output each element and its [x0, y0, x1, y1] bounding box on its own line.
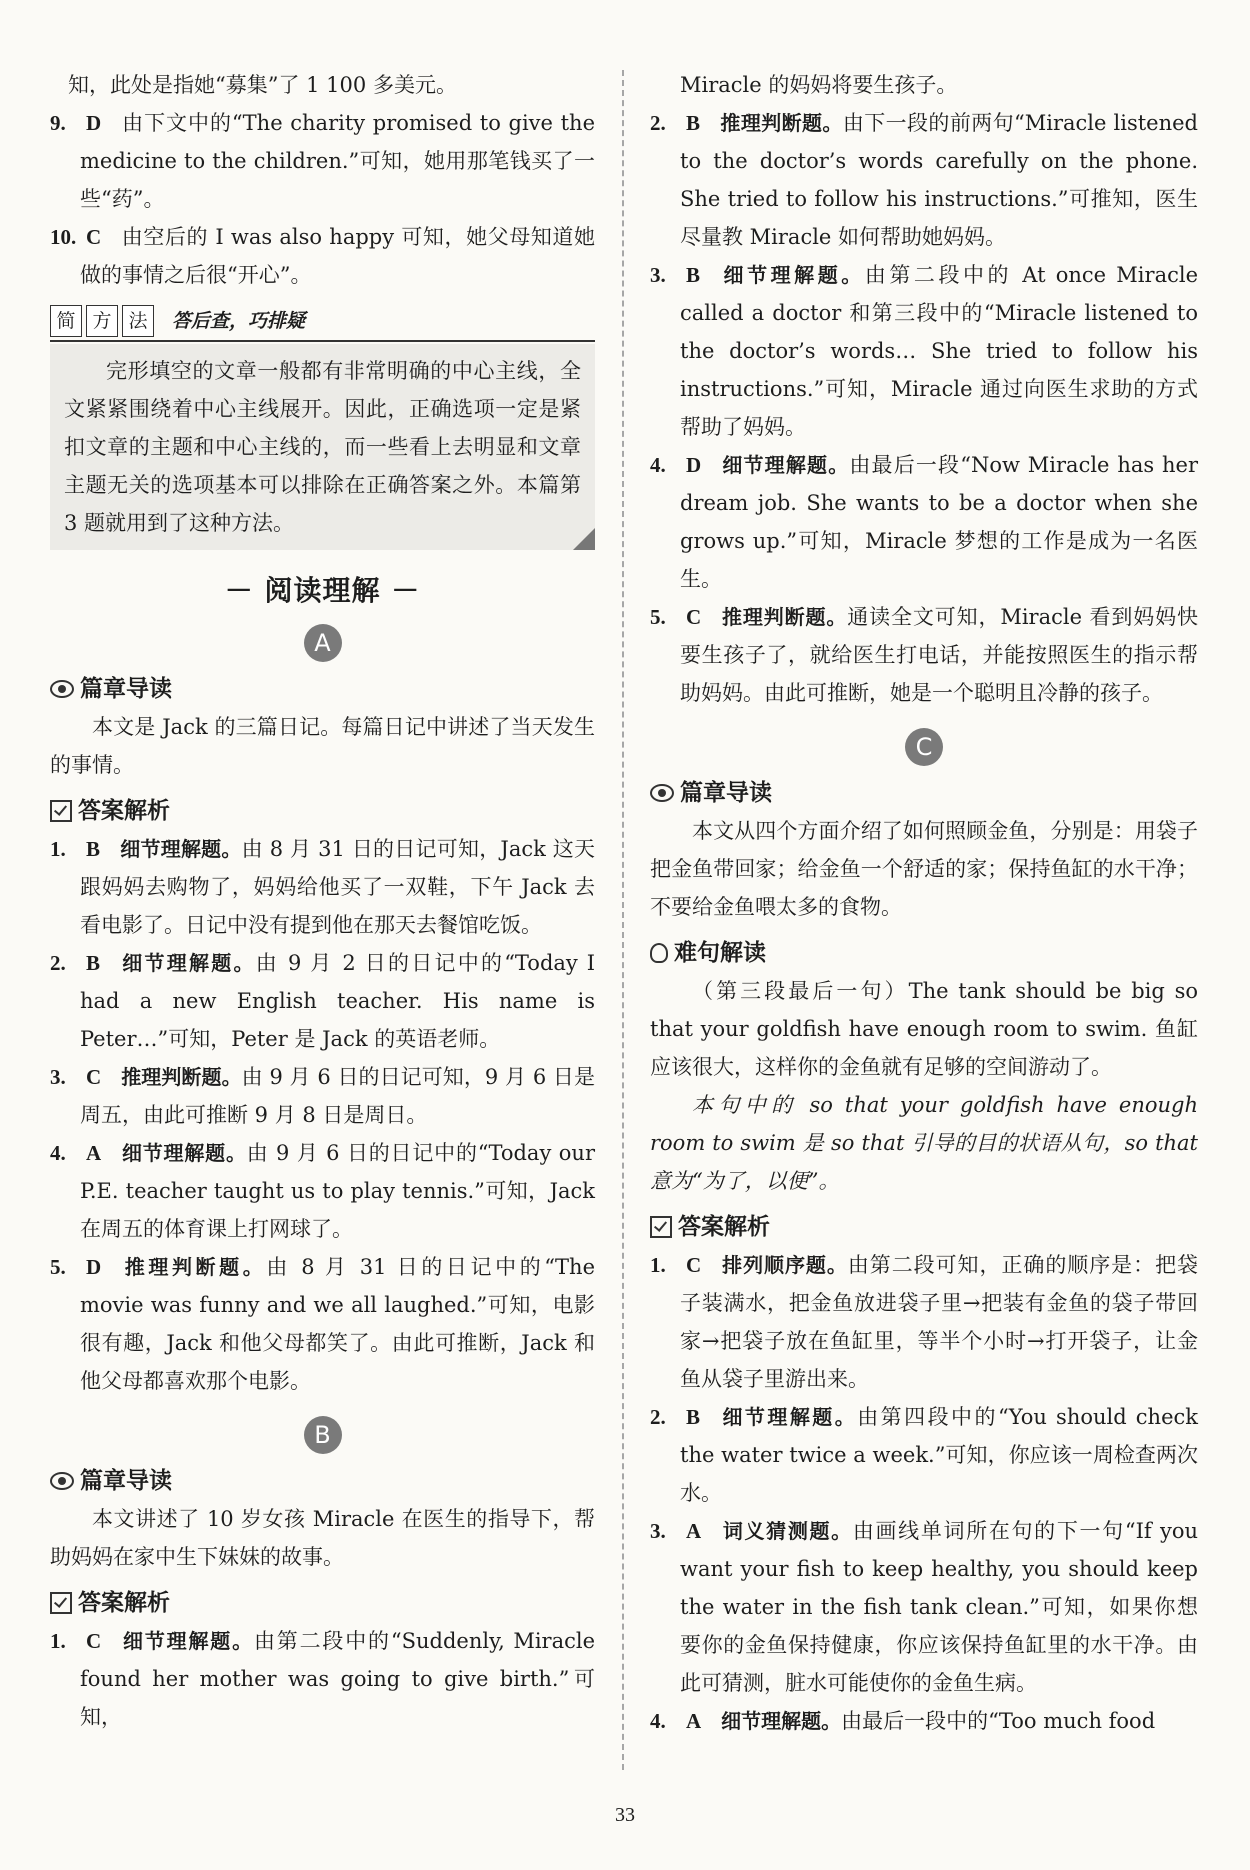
checkbox-icon: [50, 800, 72, 822]
eye-icon: [50, 680, 74, 698]
question-type: 细节理解题。: [120, 951, 256, 975]
answer-item: [650, 1246, 1198, 1398]
item-answer: A: [686, 1709, 702, 1733]
item-number: 3.: [50, 1065, 66, 1089]
method-slogan: 答后查，巧排疑: [172, 310, 306, 332]
part-b-badge: B: [304, 1416, 342, 1454]
item-answer: C: [686, 605, 702, 629]
method-text: 完形填空的文章一般都有非常明确的中心主线，全文紧紧围绕着中心主线展开。因此，正确选项一定是紧扣文章的主题和中心主线的，而一些看上去明显和文章主题无关的选项基本可以排除在正确答案之外。本篇第 3 题就用到了这种方法。: [64, 359, 581, 535]
item-answer: D: [86, 1255, 102, 1279]
guide-text-c: 本文从四个方面介绍了如何照顾金鱼，分别是：用袋子把金鱼带回家；给金鱼一个舒适的家；保持鱼缸的水干净；不要给金鱼喂太多的食物。: [650, 819, 1198, 919]
method-tip-box: [50, 344, 595, 550]
item-number: 4.: [650, 453, 666, 477]
item-text: 由第二段可知，正确的顺序是：把袋子装满水，把金鱼放进袋子里→把装有金鱼的袋子带回家→把袋子放在鱼缸里，等半个小时→打开袋子，让金鱼从袋子里游出来。: [680, 1253, 1199, 1391]
guide-heading-a: [50, 670, 595, 708]
hard-sentence-text: （第三段最后一句）The tank should be big so that your goldfish have enough room to swim. 鱼缸应该很大，这样你的金鱼就有足够的空间游动了。: [650, 979, 1198, 1079]
heading-label: 篇章导读: [80, 1468, 172, 1494]
item-answer: B: [686, 1405, 701, 1429]
heading-label: 答案解析: [78, 1590, 170, 1616]
item-number: 2.: [650, 1405, 666, 1429]
answer-item-9: [50, 104, 595, 218]
question-type: 细节理解题。: [721, 1709, 842, 1733]
guide-heading-b: [50, 1462, 595, 1500]
continuation-line: 知，此处是指她“募集”了 1 100 多美元。: [68, 73, 457, 97]
answers-heading-b: [50, 1584, 595, 1622]
answer-item: [650, 598, 1198, 712]
answer-item: [50, 944, 595, 1058]
answer-item: [50, 1134, 595, 1248]
question-type: 推理判断题。: [121, 1255, 267, 1279]
question-type: 细节理解题。: [720, 1405, 858, 1429]
answer-item: [650, 104, 1198, 256]
hard-sentence-heading: [650, 934, 1198, 972]
question-type: 细节理解题。: [720, 263, 865, 287]
item-number: 10.: [50, 225, 77, 249]
item-text: 由第二段中的 At once Miracle called a doctor 和第三段中的“Miracle listened to the doctor’s words… She tried to follow his instructions.”可知，Miracle 通过向医生求助的方式帮助了妈妈。: [680, 263, 1198, 439]
item-answer: B: [686, 263, 701, 287]
question-type: 细节理解题。: [121, 1141, 247, 1165]
method-char-box: 方: [86, 305, 118, 337]
question-type: 排列顺序题。: [721, 1253, 848, 1277]
hard-sentence-note: 本句中的 so that your goldfish have enough room to swim 是 so that 引导的目的状语从句，so that 意为“为了，以便”。: [650, 1093, 1198, 1193]
item-text: 由画线单词所在句的下一句“If you want your fish to keep healthy, you should keep the water in the fish tank clean.”可知，如果你想要你的金鱼保持健康，你应该保持鱼缸里的水干净。由此可猜测，脏水可能使你的金鱼生病。: [680, 1519, 1199, 1695]
item-answer: B: [86, 837, 101, 861]
method-char-box: 简: [50, 305, 82, 337]
item-answer: C: [86, 1065, 102, 1089]
item-text: 由第二段中的“Suddenly, Miracle found her mother was going to give birth.”可知，: [80, 1629, 596, 1729]
answer-item: [650, 446, 1198, 598]
heading-label: 篇章导读: [680, 780, 772, 806]
question-type: 细节理解题。: [121, 1629, 254, 1653]
item-text: 由最后一段中的“Too much food: [841, 1709, 1156, 1733]
item-number: 5.: [50, 1255, 66, 1279]
item-answer: B: [686, 111, 701, 135]
method-header: [50, 302, 595, 342]
answer-item-10: [50, 218, 595, 294]
guide-heading-c: [650, 774, 1198, 812]
answers-heading-c: [650, 1208, 1198, 1246]
item-answer: A: [686, 1519, 702, 1543]
heading-label: 篇章导读: [80, 676, 172, 702]
answer-item: [650, 1512, 1198, 1702]
part-a-badge: A: [304, 624, 342, 662]
question-type: 推理判断题。: [121, 1065, 242, 1089]
right-column: [650, 66, 1198, 1740]
item-text: 由最后一段“Now Miracle has her dream job. She wants to be a doctor when she grows up.”可知，Miracle 梦想的工作是成为一名医生。: [680, 453, 1198, 591]
eye-icon: [650, 784, 674, 802]
left-column: [50, 66, 595, 1736]
answer-item: [650, 256, 1198, 446]
question-type: 推理判断题。: [721, 605, 848, 629]
item-text: 由 8 月 31 日的日记中的“The movie was funny and we all laughed.”可知，电影很有趣，Jack 和他父母都笑了。由此可推断，Jack 和他父母都喜欢那个电影。: [80, 1255, 596, 1393]
part-c-badge: C: [905, 728, 943, 766]
section-title: － 阅读理解 －: [224, 574, 421, 607]
item-answer: C: [86, 225, 102, 249]
lightbulb-icon: [650, 943, 668, 963]
item-answer: C: [686, 1253, 702, 1277]
item-number: 5.: [650, 605, 666, 629]
item-answer: A: [86, 1141, 102, 1165]
item-number: 2.: [50, 951, 66, 975]
question-type: 推理判断题。: [720, 111, 843, 135]
method-char-box: 法: [122, 305, 154, 337]
item-text: 由第四段中的“You should check the water twice a week.”可知，你应该一周检查两次水。: [680, 1405, 1198, 1505]
item-text: 由 9 月 2 日的日记中的“Today I had a new English teacher. His name is Peter…”可知，Peter 是 Jack 的英语老师。: [80, 951, 595, 1051]
answer-item: [50, 1248, 595, 1400]
answers-heading-a: [50, 792, 595, 830]
item-text: 由 9 月 6 日的日记可知，9 月 6 日是周五，由此可推断 9 月 8 日是周日。: [80, 1065, 596, 1127]
checkbox-icon: [650, 1216, 672, 1238]
item-number: 2.: [650, 111, 666, 135]
answer-item: [50, 1058, 595, 1134]
item-number: 3.: [650, 1519, 666, 1543]
answer-item: [650, 1702, 1198, 1740]
item-text: 由下一段的前两句“Miracle listened to the doctor’s words carefully on the phone. She tried to follow his instructions.”可推知，医生尽量教 Miracle 如何帮助她妈妈。: [680, 111, 1198, 249]
checkbox-icon: [50, 1592, 72, 1614]
item-text: 由下文中的“The charity promised to give the medicine to the children.”可知，她用那笔钱买了一些“药”。: [80, 111, 595, 211]
question-type: 细节理解题。: [721, 453, 850, 477]
item-number: 3.: [650, 263, 666, 287]
item-answer: D: [86, 111, 102, 135]
eye-icon: [50, 1472, 74, 1490]
answer-item: [50, 1622, 595, 1736]
question-type: 细节理解题。: [120, 837, 242, 861]
answer-item: [650, 1398, 1198, 1512]
guide-text-a: 本文是 Jack 的三篇日记。每篇日记中讲述了当天发生的事情。: [50, 715, 595, 777]
item-text: 由空后的 I was also happy 可知，她父母知道她做的事情之后很“开心”。: [80, 225, 595, 287]
item-number: 4.: [650, 1709, 666, 1733]
question-type: 词义猜测题。: [721, 1519, 853, 1543]
continuation-line: Miracle 的妈妈将要生孩子。: [680, 73, 958, 97]
item-answer: C: [86, 1629, 102, 1653]
heading-label: 难句解读: [674, 940, 766, 966]
column-divider: [622, 70, 624, 1770]
item-number: 9.: [50, 111, 66, 135]
item-text: 通读全文可知，Miracle 看到妈妈快要生孩子了，就给医生打电话，并能按照医生的指示帮助妈妈。由此可推断，她是一个聪明且冷静的孩子。: [680, 605, 1199, 705]
page-number: 33: [615, 1804, 635, 1826]
item-text: 由 9 月 6 日的日记中的“Today our P.E. teacher taught us to play tennis.”可知，Jack 在周五的体育课上打网球了。: [80, 1141, 595, 1241]
heading-label: 答案解析: [678, 1214, 770, 1240]
item-answer: B: [86, 951, 101, 975]
heading-label: 答案解析: [78, 798, 170, 824]
item-number: 1.: [50, 1629, 66, 1653]
item-text: 由 8 月 31 日的日记可知，Jack 这天跟妈妈去购物了，妈妈给他买了一双鞋，下午 Jack 去看电影了。日记中没有提到他在那天去餐馆吃饭。: [80, 837, 595, 937]
item-answer: D: [686, 453, 702, 477]
answer-item: [50, 830, 595, 944]
item-number: 4.: [50, 1141, 66, 1165]
guide-text-b: 本文讲述了 10 岁女孩 Miracle 在医生的指导下，帮助妈妈在家中生下妹妹的故事。: [50, 1507, 595, 1569]
item-number: 1.: [650, 1253, 666, 1277]
item-number: 1.: [50, 837, 66, 861]
